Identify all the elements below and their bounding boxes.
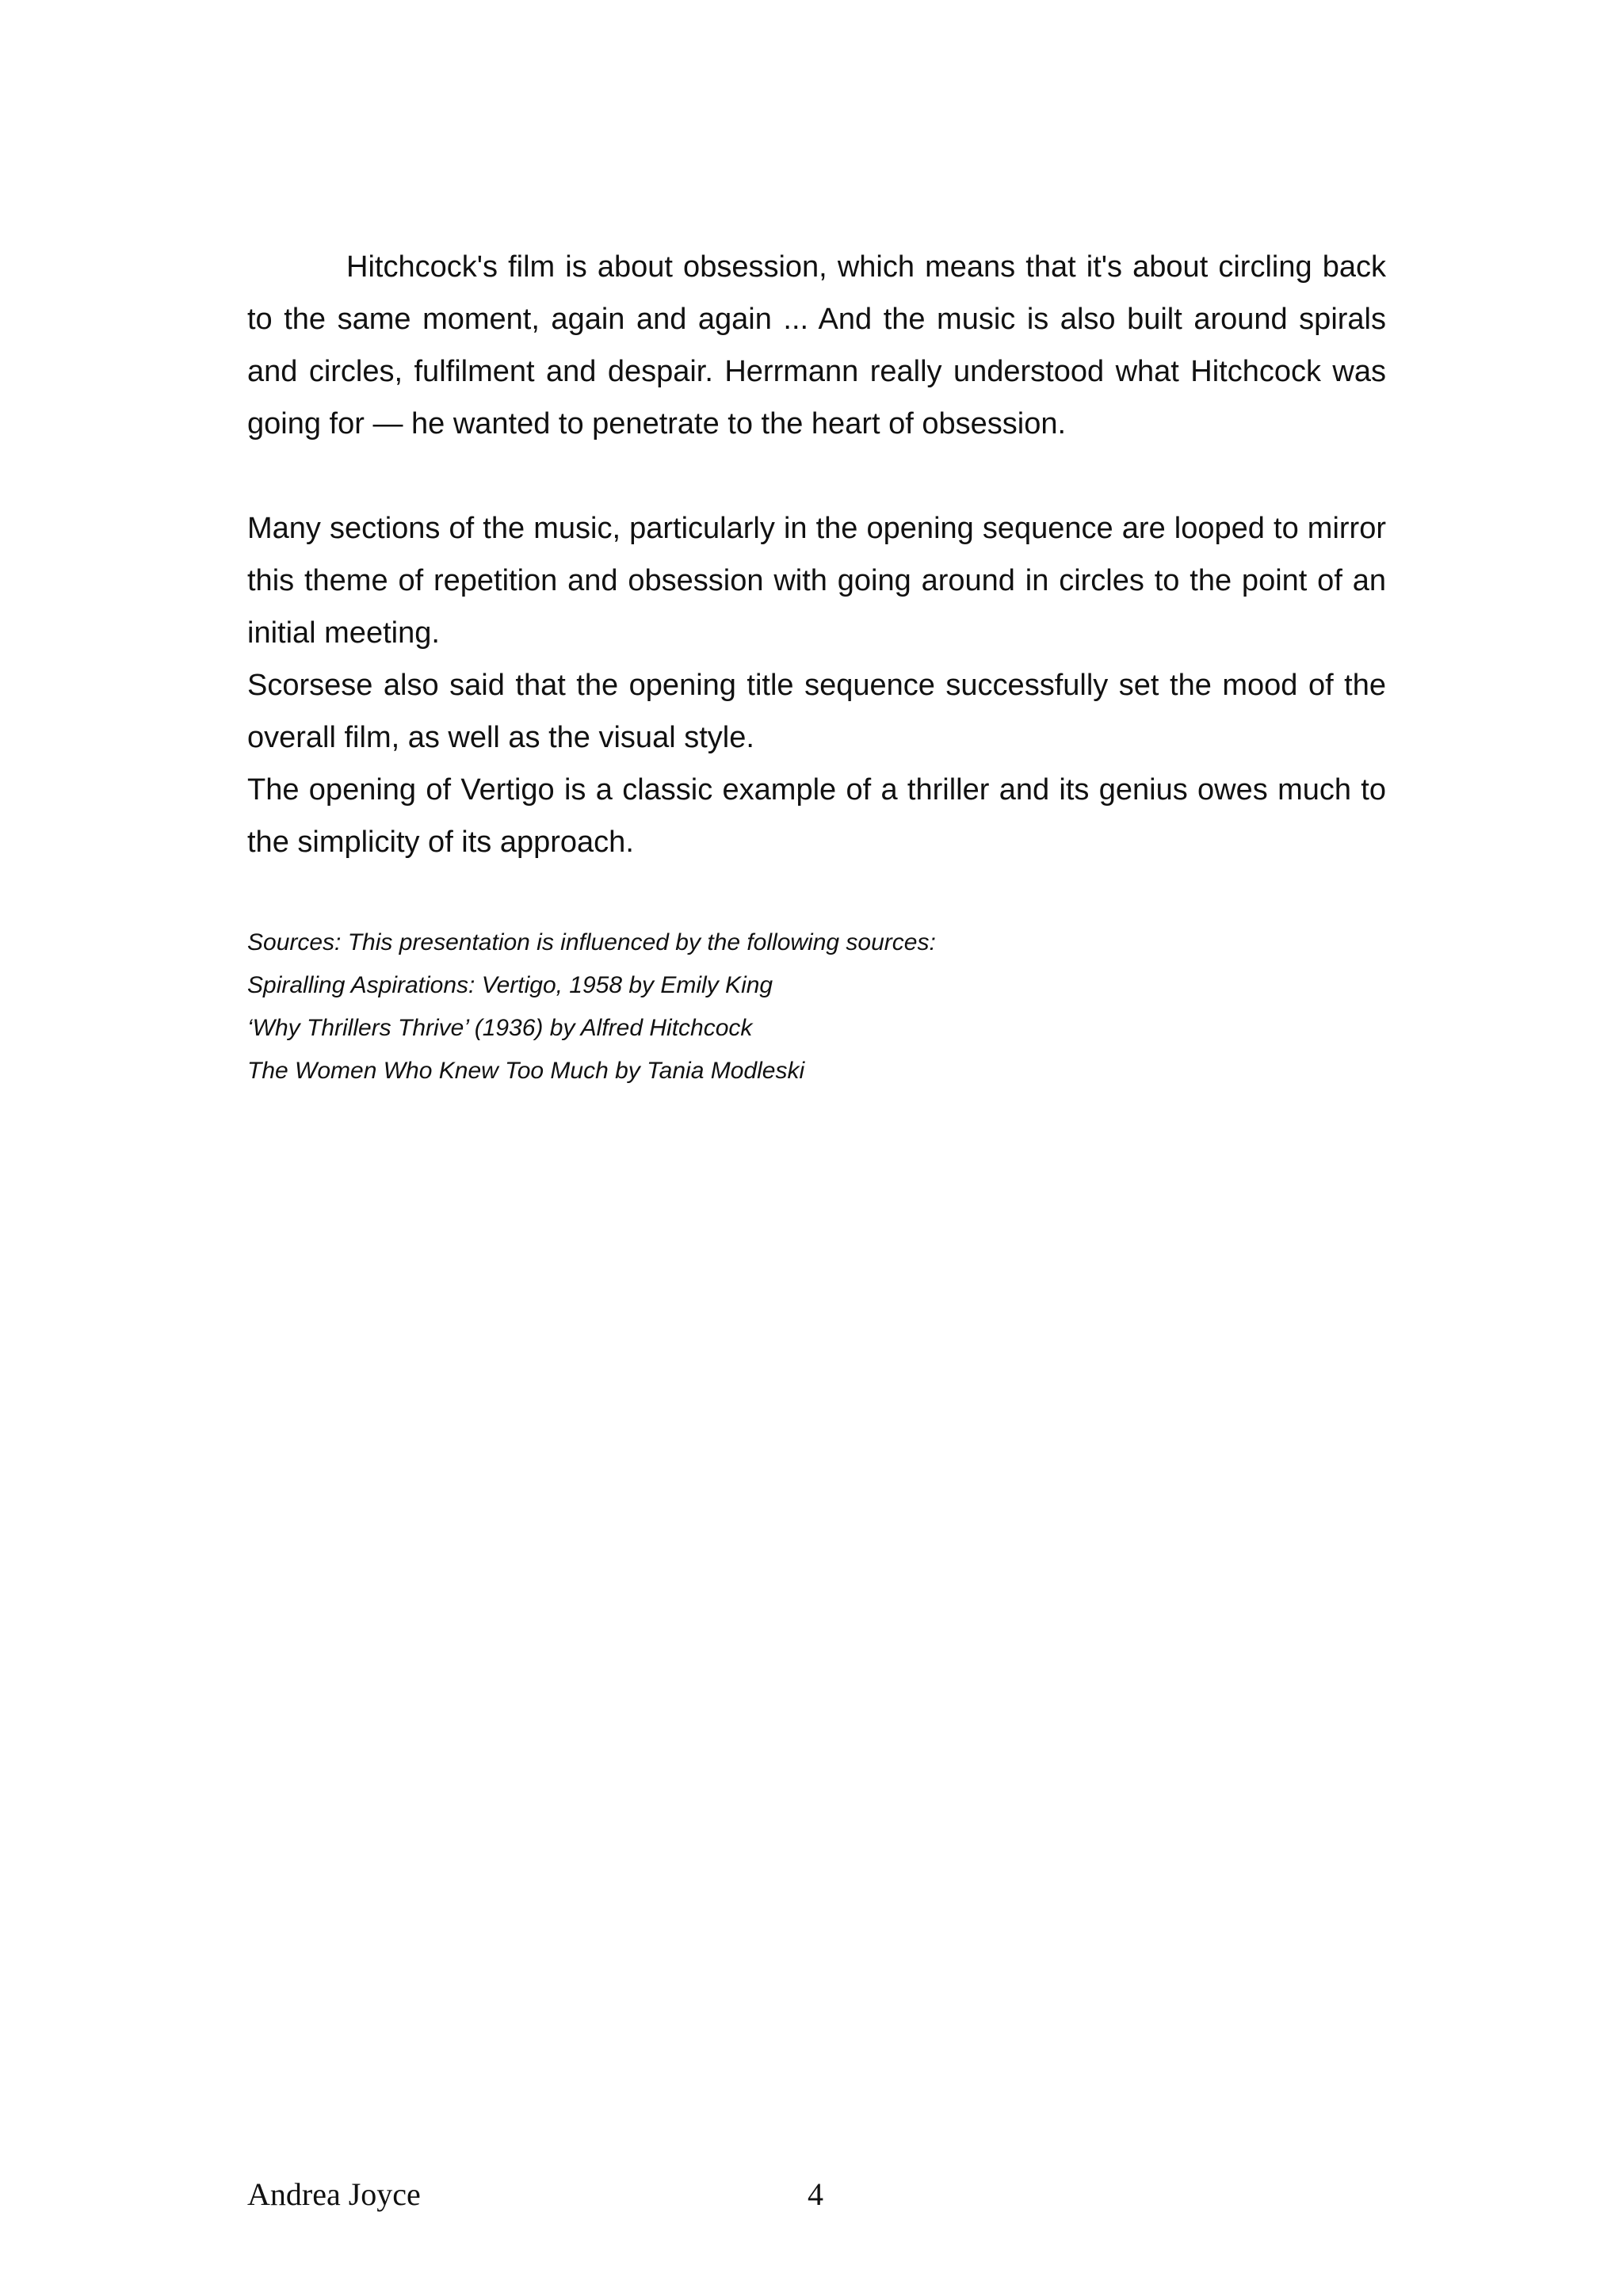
paragraph-scorsese: Scorsese also said that the opening title sequence successfully set the mood of the overall film, as well as the visual style. (247, 669, 1386, 754)
paragraph-music-loops: Many sections of the music, particularly in the opening sequence are looped to mirror this theme of repetition and obsession with going around in circles to the point of an initial meeting. (247, 512, 1386, 650)
page-number: 4 (808, 2176, 823, 2212)
sources-list (247, 921, 1386, 1093)
body-paragraphs (247, 502, 1386, 868)
sources-heading: Sources: This presentation is influenced by the following sources: (247, 929, 936, 955)
source-item: ‘Why Thrillers Thrive’ (1936) by Alfred Hitchcock (247, 1015, 753, 1041)
footer-author: Andrea Joyce (247, 2176, 421, 2212)
source-item: The Women Who Knew Too Much by Tania Modleski (247, 1058, 805, 1084)
paragraph-vertigo-opening: The opening of Vertigo is a classic example of a thriller and its genius owes much to the simplicity of its approach. (247, 773, 1386, 859)
source-item: Spiralling Aspirations: Vertigo, 1958 by Emily King (247, 972, 773, 998)
quote-paragraph: Hitchcock's film is about obsession, which means that it's about circling back to the same moment, again and again ... And the music is also built around spirals and circles, fulfilment and despair. Herrmann really understood what Hitchcock was going for — he wanted to penetrate to the heart of obsession. (247, 250, 1386, 441)
